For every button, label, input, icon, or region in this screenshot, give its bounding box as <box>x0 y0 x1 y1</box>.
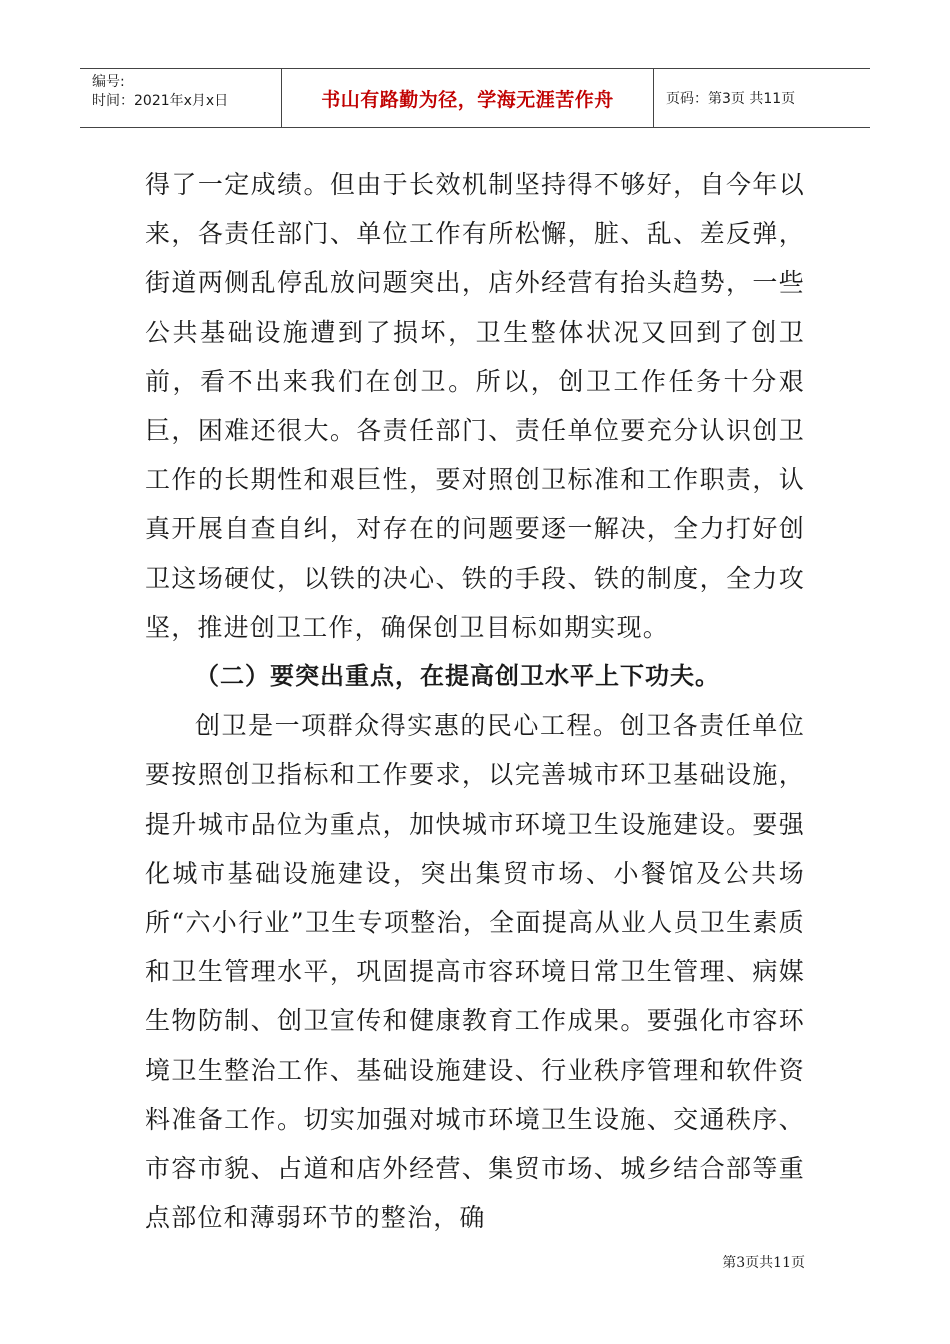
header-motto: 书山有路勤为径，学海无涯苦作舟 <box>282 69 654 127</box>
header-meta <box>80 69 282 127</box>
body-paragraph: 创卫是一项群众得实惠的民心工程。创卫各责任单位要按照创卫指标和工作要求，以完善城市环卫基础设施，提升城市品位为重点，加快城市环境卫生设施建设。要强化城市基础设施建设，突出集贸市场、小餐馆及公共场所“六小行业”卫生专项整治，全面提高从业人员卫生素质和卫生管理水平，巩固提高市容环境日常卫生管理、病媒生物防制、创卫宣传和健康教育工作成果。要强化市容环境卫生整治工作、基础设施建设、行业秩序管理和软件资料准备工作。切实加强对城市环境卫生设施、交通秩序、市容市貌、占道和店外经营、集贸市场、城乡结合部等重点部位和薄弱环节的整治，确 <box>145 711 805 1233</box>
section-subheading: （二）要突出重点，在提高创卫水平上下功夫。 <box>195 662 720 691</box>
document-time-label: 时间：2021年x月x日 <box>92 93 229 109</box>
document-body <box>145 160 805 1242</box>
body-paragraph: 得了一定成绩。但由于长效机制坚持得不够好，自今年以来，各责任部门、单位工作有所松懈，脏、乱、差反弹，街道两侧乱停乱放问题突出，店外经营有抬头趋势，一些公共基础设施遭到了损坏，卫生整体状况又回到了创卫前，看不出来我们在创卫。所以，创卫工作任务十分艰巨，困难还很大。各责任部门、责任单位要充分认识创卫工作的长期性和艰巨性，要对照创卫标准和工作职责，认真开展自查自纠，对存在的问题要逐一解决，全力打好创卫这场硬仗，以铁的决心、铁的手段、铁的制度，全力攻坚，推进创卫工作，确保创卫目标如期实现。 <box>145 170 805 642</box>
document-number-label: 编号: <box>92 74 125 90</box>
page-header <box>80 68 870 128</box>
header-page-info: 页码：第3页 共11页 <box>666 91 796 107</box>
page-footer: 第3页共11页 <box>722 1255 805 1271</box>
